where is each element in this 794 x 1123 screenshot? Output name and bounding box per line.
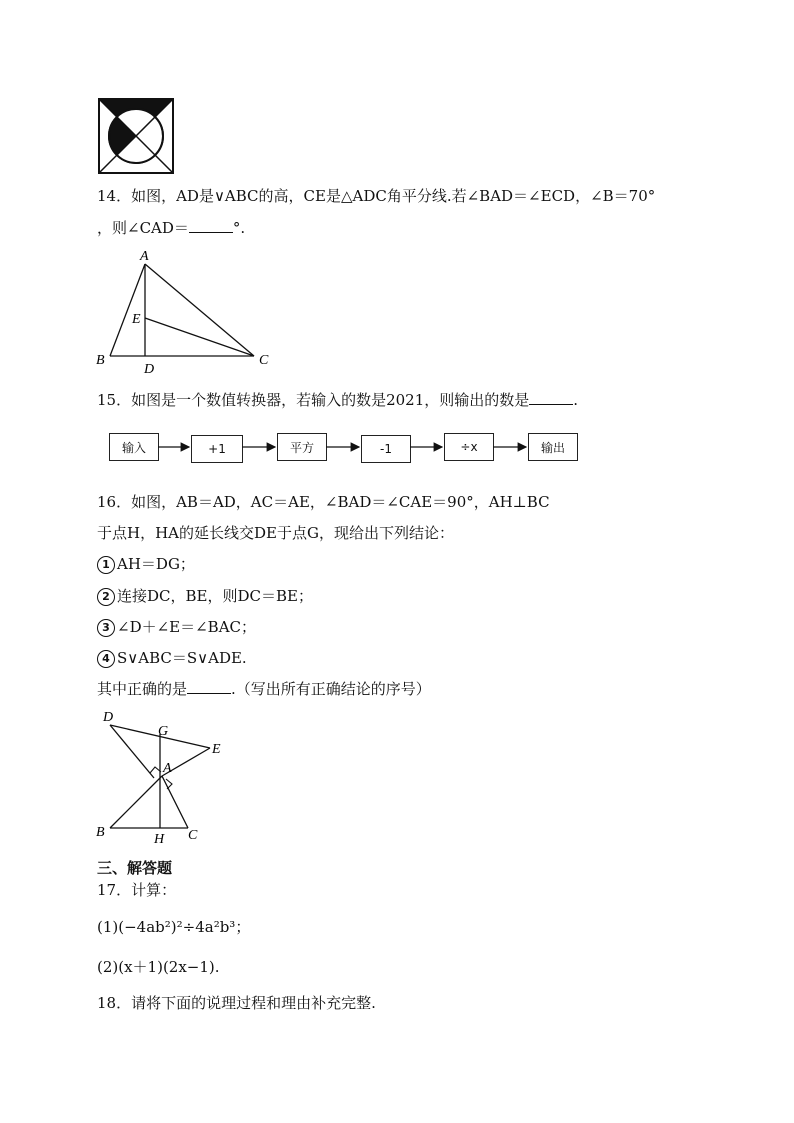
q16-line2: 于点H，HA的延长线交DE于点G，现给出下列结论：	[97, 524, 454, 542]
flow-box-input: 输入	[109, 433, 159, 461]
q16-label-A: A	[163, 761, 172, 776]
q14-label-C: C	[259, 353, 269, 368]
circled-number-3: 3	[97, 619, 115, 637]
q16-label-D: D	[103, 710, 114, 725]
q14-line2-prefix: ，则∠CAD＝	[97, 219, 189, 237]
q16-answer-line	[97, 679, 431, 699]
flow-box-minus1: -1	[361, 435, 411, 463]
q14-label-D: D	[144, 362, 155, 377]
conclusion-text-1: AH＝DG；	[117, 555, 195, 573]
flow-box-plus1: +1	[191, 435, 243, 463]
q16-label-E: E	[212, 742, 221, 757]
q16-answer-prefix: 其中正确的是	[97, 680, 188, 698]
q14-label-A: A	[140, 249, 149, 264]
section-heading: 三、解答题	[97, 859, 173, 877]
q16-conclusion-3	[97, 617, 256, 637]
q16-geometry-diagram	[92, 706, 232, 846]
q14-label-E: E	[132, 312, 141, 327]
q16-label-H: H	[154, 832, 165, 846]
q17-part2: (2)(x＋1)(2x−1).	[97, 958, 220, 976]
circled-number-4: 4	[97, 650, 115, 668]
conclusion-text-3: ∠D＋∠E＝∠BAC；	[117, 618, 257, 636]
q15-question: 15．如图是一个数值转换器，若输入的数是2021，则输出的数是	[97, 391, 530, 409]
q14-label-B: B	[96, 353, 105, 368]
q16-conclusion-1	[97, 554, 195, 574]
q14-line1: 14．如图，AD是∨ABC的高，CE是△ADC角平分线.若∠BAD＝∠ECD，∠B＝70°	[97, 187, 656, 205]
q16-label-B: B	[96, 825, 105, 840]
q16-answer-blank	[187, 679, 231, 694]
q14-line2-suffix: °.	[232, 219, 246, 237]
q16-conclusion-2	[97, 586, 313, 606]
q18-text: 18．请将下面的说理过程和理由补充完整.	[97, 994, 376, 1012]
conclusion-text-4: S∨ABC＝S∨ADE.	[117, 649, 247, 667]
flow-box-output: 输出	[528, 433, 578, 461]
q16-label-C: C	[188, 828, 198, 843]
q17-part1: (1)(−4ab²)²÷4a²b³；	[97, 918, 251, 936]
q15-suffix: .	[573, 391, 579, 409]
flow-box-divide-x: ÷x	[444, 433, 494, 461]
q16-label-G: G	[158, 724, 169, 739]
conclusion-text-2: 连接DC，BE，则DC＝BE；	[117, 587, 313, 605]
flow-arrows	[0, 0, 794, 480]
circled-number-2: 2	[97, 588, 115, 606]
circled-number-1: 1	[97, 556, 115, 574]
q17-title: 17．计算：	[97, 881, 177, 899]
q16-answer-suffix: .（写出所有正确结论的序号）	[231, 680, 431, 698]
q16-conclusion-4	[97, 648, 247, 668]
flow-box-square: 平方	[277, 433, 327, 461]
q16-line1: 16．如图，AB＝AD，AC＝AE，∠BAD＝∠CAE＝90°，AH⊥BC	[97, 493, 550, 511]
